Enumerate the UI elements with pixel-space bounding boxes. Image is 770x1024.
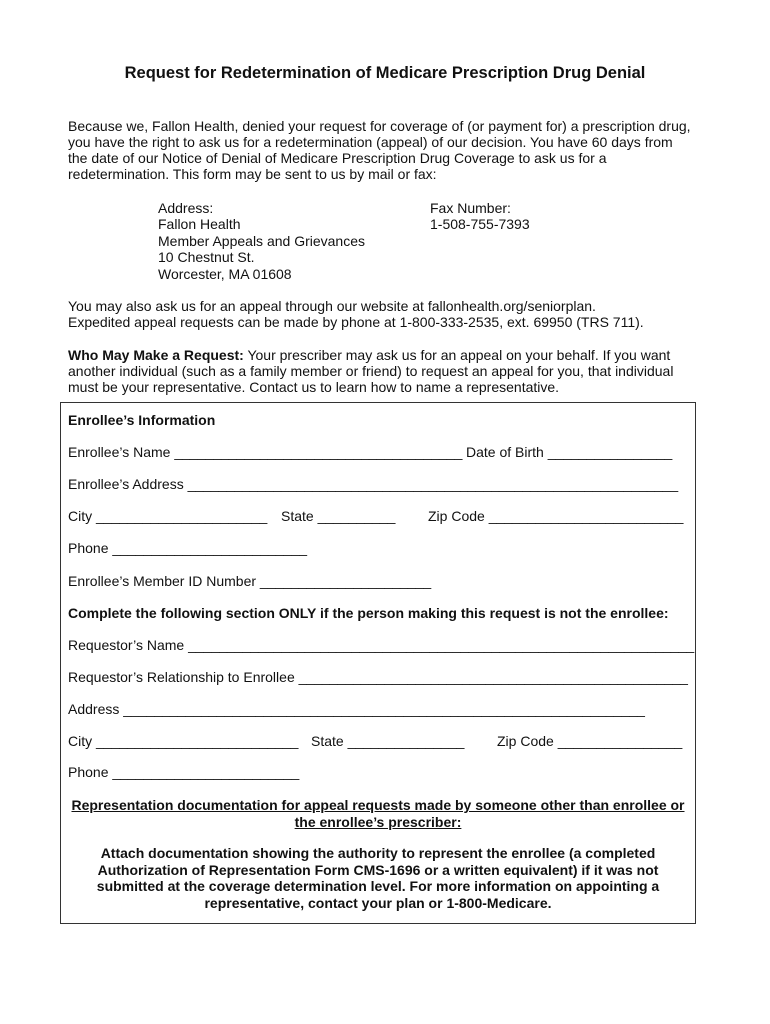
address-line: Worcester, MA 01608 (158, 265, 292, 282)
dob-row (466, 444, 672, 460)
attach-line: Attach documentation showing the authority to represent the enrollee (a completed (100, 845, 656, 861)
phone-label: Phone (68, 540, 109, 556)
requestor-relationship-label: Requestor’s Relationship to Enrollee (68, 669, 295, 685)
attach-line: representative, contact your plan or 1-800-Medicare. (204, 894, 552, 911)
requestor-city-field[interactable]: __________________________ (96, 733, 299, 749)
web-paragraph (68, 298, 708, 330)
city-label: City (68, 508, 93, 524)
phone-row (68, 540, 307, 556)
intro-line: the date of our Notice of Denial of Medicare Prescription Drug Coverage to ask us for a (68, 150, 607, 166)
fax-label: Fax Number: (430, 200, 511, 216)
zip-label: Zip Code (428, 508, 485, 524)
fax-number: 1-508-755-7393 (430, 216, 530, 233)
intro-line: redetermination. This form may be sent to us by mail or fax: (68, 166, 437, 182)
requestor-phone-field[interactable]: ________________________ (112, 764, 300, 780)
state-field[interactable]: __________ (317, 508, 396, 524)
intro-line: you have the right to ask us for a redetermination (appeal) of our decision. You have 60 days from (68, 134, 673, 150)
representation-heading-line: Representation documentation for appeal requests made by someone other than enrollee or (71, 797, 685, 813)
requestor-name-row (68, 637, 694, 653)
address-line: 10 Chestnut St. (158, 249, 255, 266)
requestor-name-field[interactable]: _________________________________________________________________ (188, 637, 695, 653)
requestor-state-row (311, 733, 464, 749)
dob-label: Date of Birth (466, 444, 544, 460)
requestor-zip-row (497, 733, 682, 749)
requestor-zip-field[interactable]: ________________ (557, 733, 683, 749)
requestor-address-row (68, 701, 645, 717)
requestor-relationship-field[interactable]: __________________________________________________ (298, 669, 688, 685)
web-line: You may also ask us for an appeal through our website at fallonhealth.org/seniorplan. (68, 298, 596, 314)
enrollee-address-row (68, 476, 678, 492)
requestor-state-label: State (311, 733, 344, 749)
enrollee-name-field[interactable]: _____________________________________ (174, 444, 463, 460)
city-field[interactable]: ______________________ (96, 508, 268, 524)
requestor-address-field[interactable]: ___________________________________________________________________ (123, 701, 645, 717)
enrollee-address-field[interactable]: _______________________________________________________________ (187, 476, 679, 492)
requestor-address-label: Address (68, 701, 120, 717)
requestor-city-row (68, 733, 298, 749)
who-may-paragraph (68, 347, 708, 395)
who-may-text: Your prescriber may ask us for an appeal on your behalf. If you want (243, 347, 671, 363)
fax-block (430, 200, 530, 233)
address-label: Address: (158, 200, 214, 216)
requestor-name-label: Requestor’s Name (68, 637, 185, 653)
address-line: Fallon Health (158, 216, 241, 233)
requestor-notice: Complete the following section ONLY if the person making this request is not the enrollee: (68, 605, 669, 621)
requestor-phone-label: Phone (68, 764, 109, 780)
intro-line: Because we, Fallon Health, denied your request for coverage of (or payment for) a prescription drug, (68, 118, 691, 134)
enrollee-address-label: Enrollee’s Address (68, 476, 184, 492)
member-id-row (68, 573, 431, 589)
enrollee-name-row (68, 444, 462, 460)
enrollee-name-label: Enrollee’s Name (68, 444, 171, 460)
representation-heading-line: the enrollee’s prescriber: (294, 813, 462, 830)
dob-field[interactable]: ________________ (547, 444, 673, 460)
who-may-text: another individual (such as a family member or friend) to request an appeal for you, that individual (68, 363, 674, 379)
representation-heading (60, 797, 696, 830)
mailing-address (158, 200, 365, 282)
attach-instructions (60, 845, 696, 911)
requestor-city-label: City (68, 733, 93, 749)
member-id-field[interactable]: ______________________ (259, 573, 432, 589)
section-title: Enrollee’s Information (68, 412, 216, 428)
state-row (281, 508, 395, 524)
address-line: Member Appeals and Grievances (158, 232, 365, 249)
who-may-heading: Who May Make a Request: (68, 347, 244, 363)
requestor-state-field[interactable]: _______________ (347, 733, 465, 749)
page-title: Request for Redetermination of Medicare Prescription Drug Denial (124, 64, 646, 82)
requestor-phone-row (68, 764, 299, 780)
web-line: Expedited appeal requests can be made by phone at 1-800-333-2535, ext. 69950 (TRS 711). (68, 314, 644, 330)
member-id-label: Enrollee’s Member ID Number (68, 573, 257, 589)
intro-paragraph (68, 118, 708, 182)
zip-field[interactable]: _________________________ (488, 508, 684, 524)
attach-line: Authorization of Representation Form CMS-1696 or a written equivalent) if it was not (97, 861, 659, 878)
attach-line: submitted at the coverage determination level. For more information on appointing a (96, 878, 660, 894)
phone-field[interactable]: _________________________ (112, 540, 308, 556)
who-may-text: must be your representative. Contact us to learn how to name a representative. (68, 379, 560, 395)
requestor-zip-label: Zip Code (497, 733, 554, 749)
state-label: State (281, 508, 314, 524)
zip-row (428, 508, 683, 524)
city-row (68, 508, 267, 524)
requestor-relationship-row (68, 669, 688, 685)
